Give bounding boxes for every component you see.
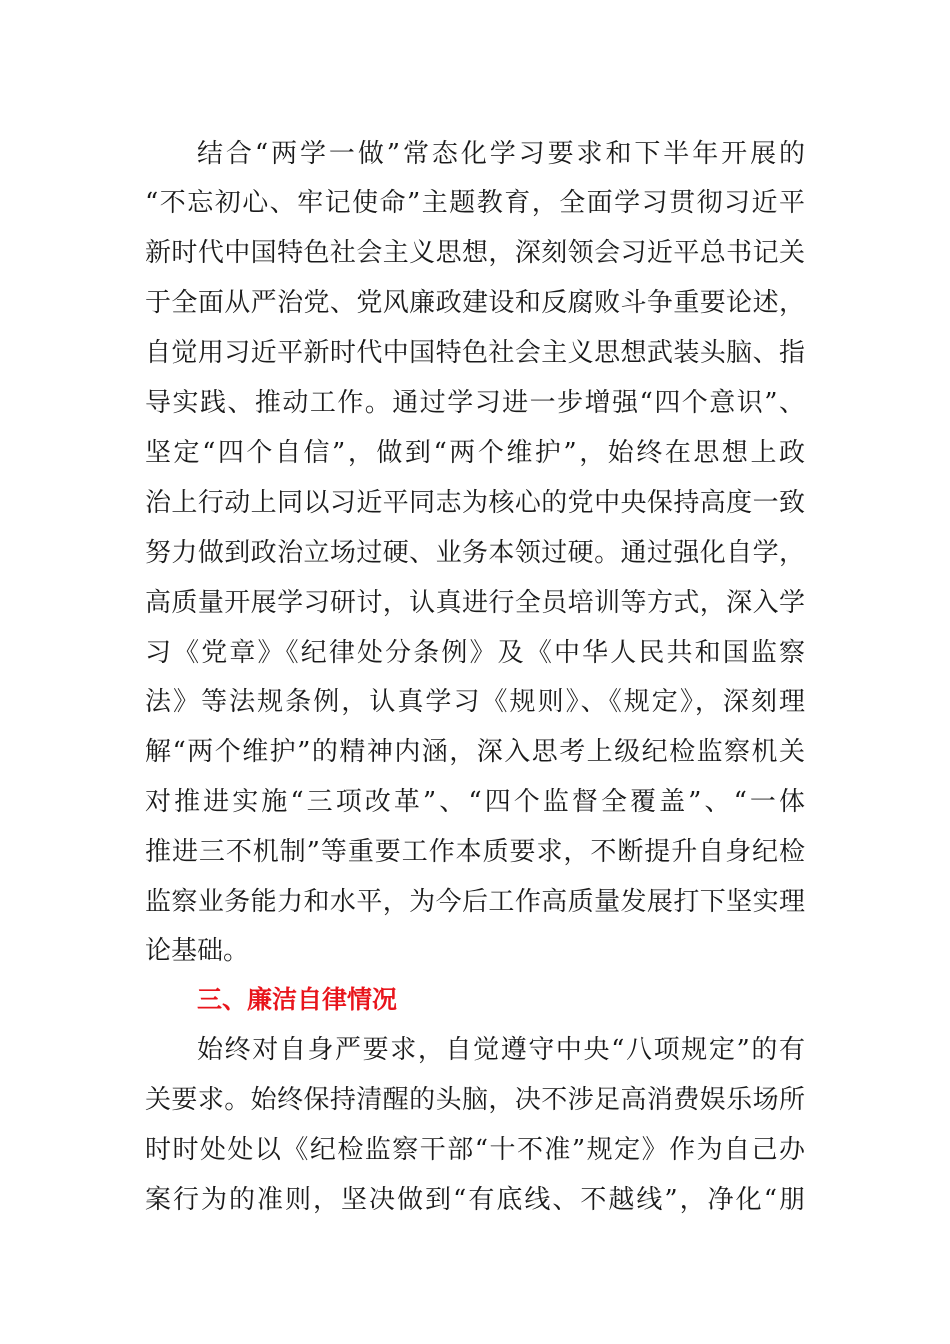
section-heading: 三、廉洁自律情况 bbox=[197, 985, 398, 1014]
paragraph-line: 努力做到政治立场过硬、业务本领过硬。通过强化自学， bbox=[145, 538, 805, 568]
paragraph-line: “不忘初心、牢记使命”主题教育，全面学习贯彻习近平 bbox=[145, 188, 805, 218]
paragraph-line: 导实践、推动工作。通过学习进一步增强“四个意识”、 bbox=[145, 388, 805, 418]
paragraph-line: 习《党章》《纪律处分条例》及《中华人民共和国监察 bbox=[145, 638, 805, 668]
paragraph-line: 坚定“四个自信”，做到“两个维护”，始终在思想上政 bbox=[145, 438, 805, 468]
paragraph-line: 关要求。始终保持清醒的头脑，决不涉足高消费娱乐场所 bbox=[145, 1085, 805, 1115]
paragraph-line: 解“两个维护”的精神内涵，深入思考上级纪检监察机关 bbox=[145, 737, 805, 767]
paragraph-line: 推进三不机制”等重要工作本质要求，不断提升自身纪检 bbox=[145, 837, 805, 867]
paragraph-line: 法》等法规条例，认真学习《规则》、《规定》，深刻理 bbox=[145, 687, 805, 717]
paragraph-line: 对推进实施“三项改革”、“四个监督全覆盖”、“一体 bbox=[145, 787, 805, 817]
paragraph-line: 监察业务能力和水平，为今后工作高质量发展打下坚实理 bbox=[145, 887, 805, 917]
paragraph-line: 时时处处以《纪检监察干部“十不准”规定》作为自己办 bbox=[145, 1135, 805, 1165]
paragraph-line: 论基础。 bbox=[145, 936, 250, 966]
paragraph-line: 自觉用习近平新时代中国特色社会主义思想武装头脑、指 bbox=[145, 338, 805, 368]
paragraph-line: 高质量开展学习研讨，认真进行全员培训等方式，深入学 bbox=[145, 588, 805, 618]
paragraph-line: 治上行动上同以习近平同志为核心的党中央保持高度一致 bbox=[145, 488, 805, 518]
paragraph-line: 案行为的准则，坚决做到“有底线、不越线”，净化“朋 bbox=[145, 1185, 805, 1215]
paragraph-line: 于全面从严治党、党风廉政建设和反腐败斗争重要论述， bbox=[145, 288, 805, 318]
paragraph-line: 新时代中国特色社会主义思想，深刻领会习近平总书记关 bbox=[145, 238, 805, 268]
paragraph-line: 结合“两学一做”常态化学习要求和下半年开展的 bbox=[197, 139, 805, 169]
paragraph-line: 始终对自身严要求，自觉遵守中央“八项规定”的有 bbox=[197, 1035, 805, 1065]
